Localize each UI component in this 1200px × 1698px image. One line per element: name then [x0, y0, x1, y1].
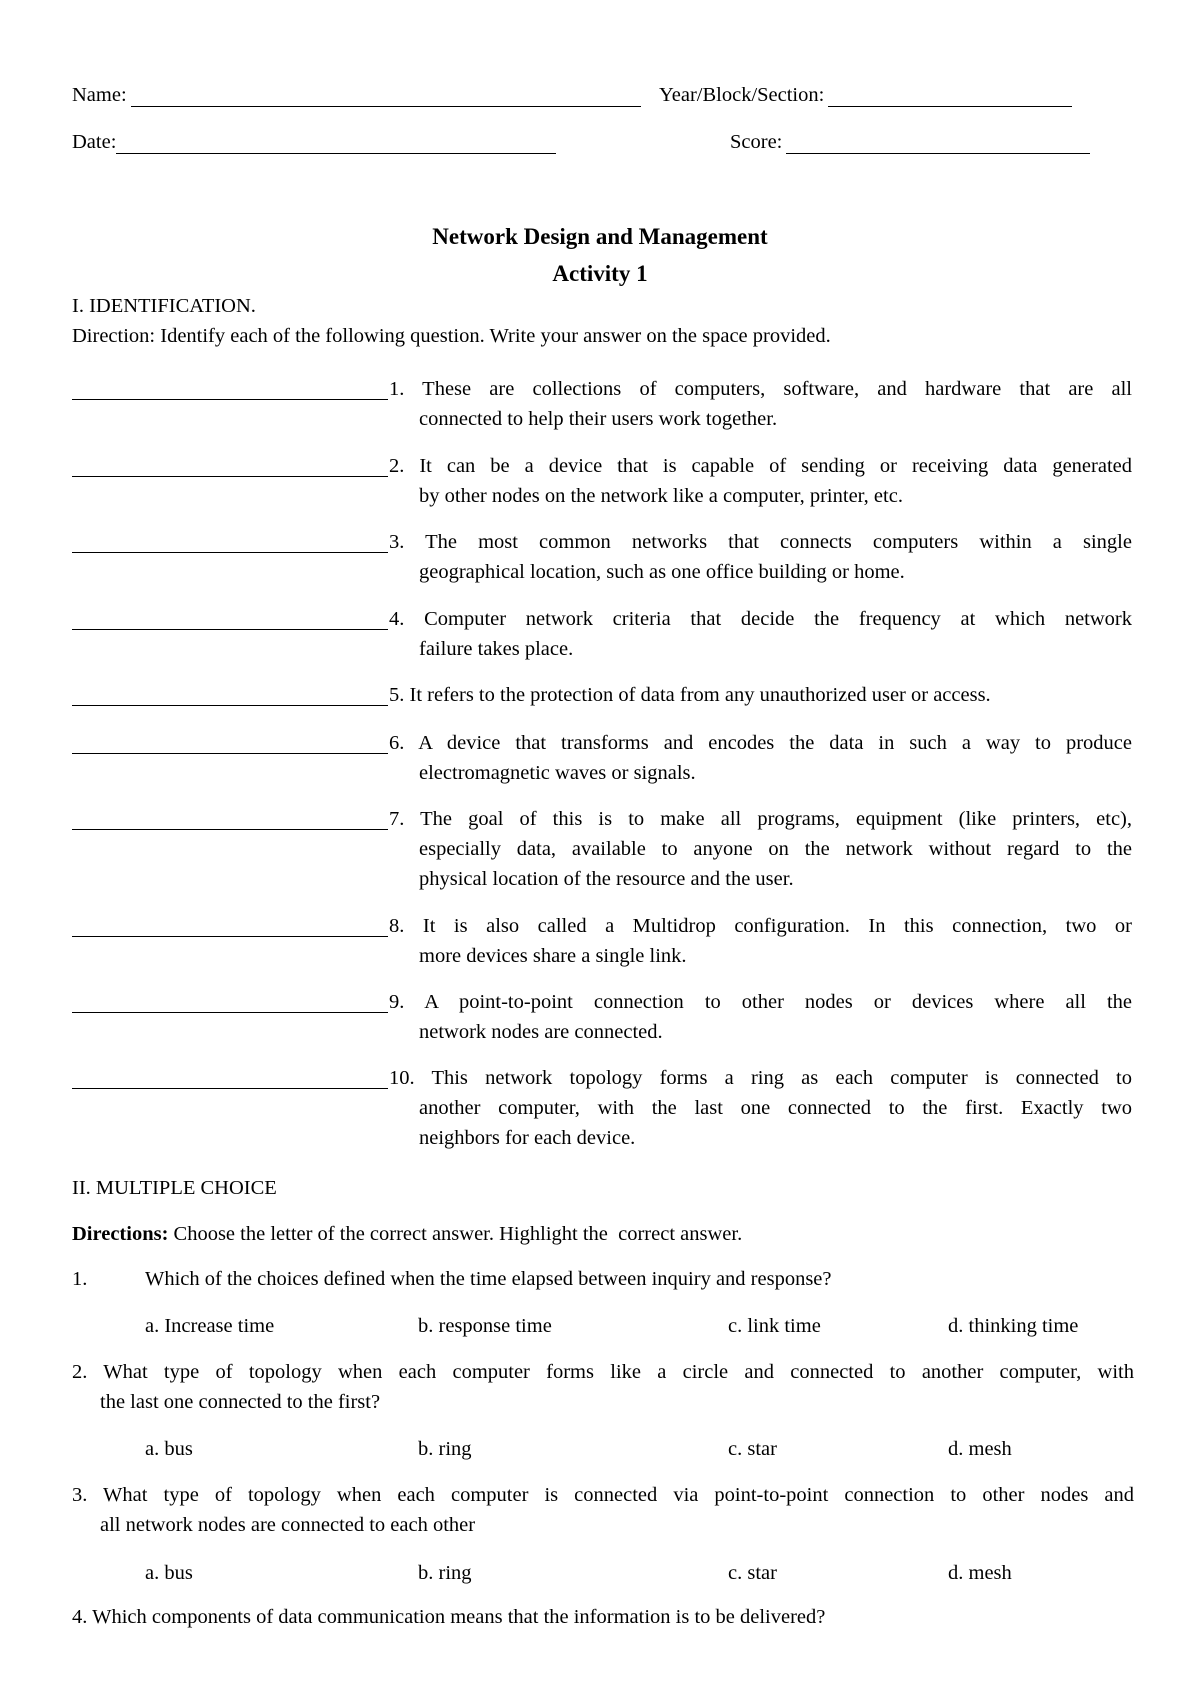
- question-first-line: [389, 987, 1132, 1017]
- score-blank[interactable]: [786, 131, 1090, 154]
- question-first-line: [389, 451, 1132, 481]
- question-continuation-line: electromagnetic waves or signals.: [419, 762, 696, 784]
- question-continuation-line: by other nodes on the network like a computer, printer, etc.: [419, 485, 903, 507]
- mc-q1-option-c[interactable]: c. link time: [728, 1315, 821, 1337]
- identification-question: [389, 804, 1132, 894]
- question-first-line: [389, 728, 1132, 758]
- question-text: A point-to-point connection to other nodes or devices where all the: [424, 991, 1132, 1013]
- identification-question: [389, 604, 1132, 664]
- question-number: 5.: [389, 684, 405, 706]
- identification-question: [389, 1063, 1132, 1153]
- mc-q1-option-a[interactable]: a. Increase time: [145, 1315, 275, 1337]
- identification-question: [389, 911, 1132, 971]
- mc-q1-option-d[interactable]: d. thinking time: [948, 1315, 1079, 1337]
- mc-question-1-text: Which of the choices defined when the time elapsed between inquiry and response?: [145, 1268, 832, 1290]
- name-blank[interactable]: [131, 84, 641, 107]
- question-first-line: [389, 527, 1132, 557]
- question-text: It can be a device that is capable of sending or receiving data generated: [419, 455, 1132, 477]
- mc-question-4: 4. Which components of data communication means that the information is to be delivered?: [72, 1606, 826, 1628]
- answer-blank[interactable]: [72, 529, 388, 553]
- mc-q2-option-d[interactable]: d. mesh: [948, 1438, 1012, 1460]
- question-continuation-line: network nodes are connected.: [419, 1021, 663, 1043]
- question-text: It is also called a Multidrop configuration. In this connection, two or: [422, 915, 1133, 937]
- answer-blank[interactable]: [72, 453, 388, 477]
- identification-question: [389, 527, 1132, 587]
- question-first-line: [389, 680, 1132, 710]
- identification-question: [389, 728, 1132, 788]
- identification-question: [389, 374, 1132, 434]
- date-field: [72, 131, 556, 154]
- question-continuation-line: failure takes place.: [419, 638, 574, 660]
- question-number: 3.: [389, 531, 405, 553]
- mc-q3-option-d[interactable]: d. mesh: [948, 1562, 1012, 1584]
- date-label: Date:: [72, 131, 117, 153]
- question-first-line: [389, 604, 1132, 634]
- name-label: Name:: [72, 84, 127, 106]
- year-block-section-field: [659, 84, 1072, 107]
- question-continuation-line: another computer, with the last one connected to the first. Exactly two: [419, 1097, 1132, 1119]
- score-label: Score:: [730, 131, 783, 153]
- identification-question: [389, 451, 1132, 511]
- question-text: Computer network criteria that decide the frequency at which network: [424, 608, 1133, 630]
- mc-q3-option-b[interactable]: b. ring: [418, 1562, 472, 1584]
- question-number: 7.: [389, 808, 405, 830]
- question-first-line: [389, 1063, 1132, 1093]
- question-continuation-line: physical location of the resource and the user.: [419, 868, 794, 890]
- identification-heading: I. IDENTIFICATION.: [72, 295, 256, 317]
- question-continuation-line: geographical location, such as one office building or home.: [419, 561, 905, 583]
- question-number: 1.: [389, 378, 405, 400]
- question-text: The goal of this is to make all programs, equipment (like printers, etc),: [420, 808, 1133, 830]
- question-first-line: [389, 911, 1132, 941]
- activity-title: Activity 1: [552, 261, 648, 286]
- mc-q3-option-c[interactable]: c. star: [728, 1562, 777, 1584]
- multiple-choice-directions: [72, 1223, 742, 1246]
- mc-question-2-line-1: 2. What type of topology when each computer forms like a circle and connected to another computer, with: [72, 1361, 1134, 1383]
- document-title: Network Design and Management: [432, 224, 768, 249]
- mc-q2-option-a[interactable]: a. bus: [145, 1438, 193, 1460]
- answer-blank[interactable]: [72, 376, 388, 400]
- question-continuation-line: more devices share a single link.: [419, 945, 687, 967]
- mc-question-3: [72, 1480, 1134, 1540]
- question-first-line: [389, 374, 1132, 404]
- year-block-section-blank[interactable]: [828, 84, 1072, 107]
- answer-blank[interactable]: [72, 1065, 388, 1089]
- mc-q2-option-c[interactable]: c. star: [728, 1438, 777, 1460]
- mc-q3-option-a[interactable]: a. bus: [145, 1562, 193, 1584]
- question-text: These are collections of computers, software, and hardware that are all: [422, 378, 1132, 400]
- identification-question: [389, 987, 1132, 1047]
- mc-question-1-number: 1.: [72, 1268, 88, 1290]
- question-first-line: [389, 804, 1132, 834]
- mc-q2-option-b[interactable]: b. ring: [418, 1438, 472, 1460]
- answer-blank[interactable]: [72, 913, 388, 937]
- question-number: 10.: [389, 1067, 415, 1089]
- identification-question: [389, 680, 1132, 710]
- question-number: 6.: [389, 732, 405, 754]
- multiple-choice-heading: II. MULTIPLE CHOICE: [72, 1177, 277, 1199]
- answer-blank[interactable]: [72, 989, 388, 1013]
- mc-question-2: [72, 1357, 1134, 1417]
- mc-q1-option-b[interactable]: b. response time: [418, 1315, 552, 1337]
- question-number: 9.: [389, 991, 405, 1013]
- answer-blank[interactable]: [72, 606, 388, 630]
- score-field: [730, 131, 1090, 154]
- mc-question-2-line-2: the last one connected to the first?: [100, 1391, 381, 1413]
- question-text: It refers to the protection of data from any unauthorized user or access.: [409, 684, 991, 706]
- question-continuation-line: especially data, available to anyone on the network without regard to the: [419, 838, 1132, 860]
- question-number: 8.: [389, 915, 405, 937]
- mc-question-3-line-2: all network nodes are connected to each other: [100, 1514, 476, 1536]
- directions-label: Directions:: [72, 1223, 169, 1245]
- answer-blank[interactable]: [72, 806, 388, 830]
- directions-text: Choose the letter of the correct answer. Highlight the correct answer.: [168, 1223, 743, 1245]
- year-block-section-label: Year/Block/Section:: [659, 84, 825, 106]
- question-number: 2.: [389, 455, 405, 477]
- question-text: A device that transforms and encodes the data in such a way to produce: [418, 732, 1132, 754]
- answer-blank[interactable]: [72, 730, 388, 754]
- question-text: The most common networks that connects computers within a single: [425, 531, 1132, 553]
- question-continuation-line: connected to help their users work together.: [419, 408, 778, 430]
- date-blank[interactable]: [116, 131, 556, 154]
- answer-blank[interactable]: [72, 682, 388, 706]
- name-field: [72, 84, 641, 107]
- mc-question-3-line-1: 3. What type of topology when each computer is connected via point-to-point connection to other nodes and: [72, 1484, 1134, 1506]
- question-number: 4.: [389, 608, 405, 630]
- identification-direction: Direction: Identify each of the following question. Write your answer on the space provided.: [72, 325, 831, 347]
- question-text: This network topology forms a ring as each computer is connected to: [431, 1067, 1132, 1089]
- question-continuation-line: neighbors for each device.: [419, 1127, 636, 1149]
